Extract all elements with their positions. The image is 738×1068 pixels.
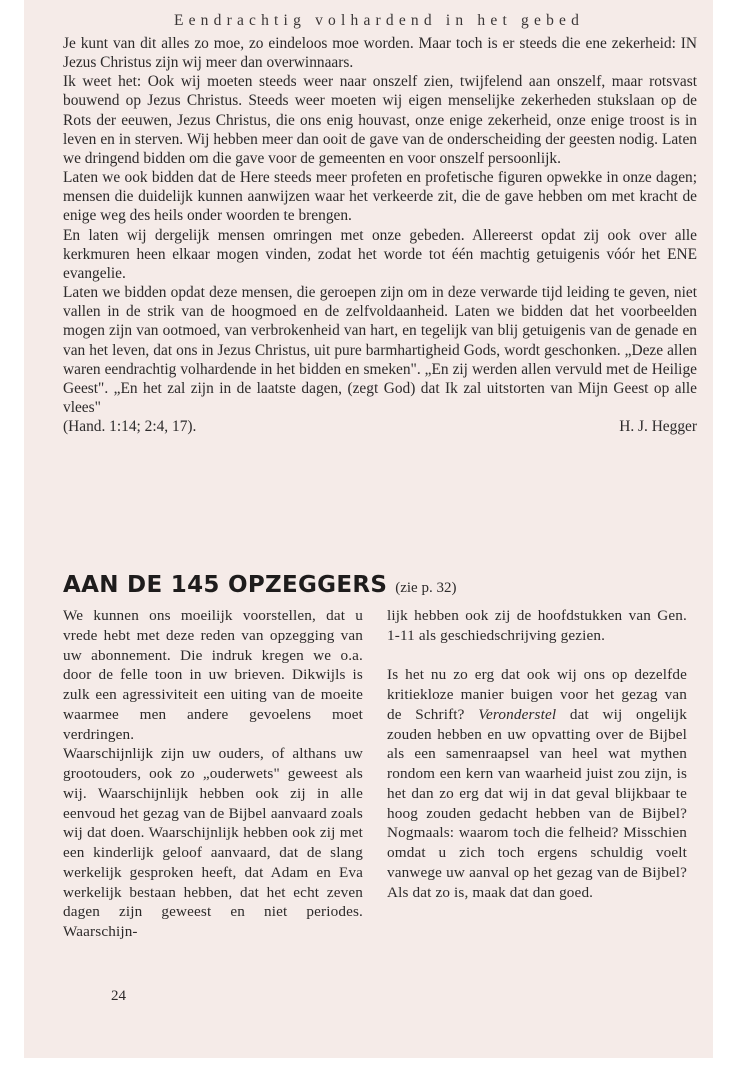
paragraph: Laten we ook bidden dat de Here steeds meer profeten en profetische figuren opwekke in onze dagen; mensen die duidelijk kunnen aanwijzen waar het verkeerde zit, die de gave hebben om met kracht de enige weg des heils onder woorden te brengen. (63, 169, 697, 225)
magazine-page (24, 0, 713, 1058)
paragraph: Je kunt van dit alles zo moe, zo eindeloos moe worden. Maar toch is er steeds die ene zekerheid: IN Jezus Christus zijn wij meer dan overwinnaars. (63, 35, 697, 72)
article-body (63, 34, 697, 436)
section-headline (63, 572, 456, 598)
paragraph-gap (387, 646, 687, 666)
running-head: Eendrachtig volhardend in het gebed (173, 12, 585, 29)
headline-page-reference: (zie p. 32) (395, 580, 457, 596)
paragraph: Ik weet het: Ook wij moeten steeds weer naar onszelf zien, twijfelend aan onszelf, maar rotsvast bouwend op Jezus Christus. Steeds weer moeten wij eigen menselijke zekerheden stukslaan op de Rots der eeuwen, Jezus Christus, die ons enig houvast, onze enige zekerheid, onze enige troost is in leven en in sterven. Wij hebben meer dan ooit de gave van de onderscheiding der geesten nodig. Laten we dringend bidden om die gave voor de gemeenten en voor onszelf persoonlijk. (63, 73, 697, 167)
headline-title: AAN DE 145 OPZEGGERS (63, 572, 388, 598)
italic-emphasis: Veronderstel (478, 705, 557, 723)
scripture-citation: (Hand. 1:14; 2:4, 17). (63, 418, 197, 436)
paragraph: Laten we bidden opdat deze mensen, die geroepen zijn om in deze verwarde tijd leiding te geven, niet vallen in de strik van de hoogmoed en de zelfvoldaanheid. Laten we bidden dat het voorbeelden mogen zijn van ootmoed, van verbrokenheid van hart, en tegelijk van blij getuigenis van de genade en van het leven, dat ons in Jezus Christus, uit pure barmhartigheid Gods, wordt geschonken. „Deze allen waren eendrachtig volhardende in het bidden en smeken". „En zij werden allen vervuld met de Heilige Geest". „En het zal zijn in de laatste dagen, (zegt God) dat Ik zal uitstorten van Mijn Geest op alle vlees" (63, 284, 697, 416)
paragraph: En laten wij dergelijk mensen omringen met onze gebeden. Allereerst opdat zij ook over alle kerkmuren heen elkaar mogen vinden, zodat het worde tot één machtig getuigenis vóór het ENE evangelie. (63, 226, 697, 282)
paragraph (387, 665, 687, 902)
paragraph: Waarschijnlijk zijn uw ouders, of althans uw grootouders, ook zo „ouderwets" geweest als wij. Waarschijnlijk hebben ook zij in alle eenvoud het gezag van de Bijbel aanvaard zoals wij dat doen. Waarschijnlijk hebben ook zij met een kinderlijk geloof aanvaard, dat de slang werkelijk gesproken heeft, dat Adam en Eva werkelijk bestaan hebben, dat het echt zeven dagen zijn geweest en niet periodes. Waarschijn- (63, 745, 363, 940)
text-run: Is het nu zo erg dat ook wij ons op dezelfde kritiekloze manier buigen voor het gezag van de Schrift? (387, 666, 687, 723)
left-column (63, 606, 363, 942)
citation-and-author (63, 417, 697, 436)
paragraph: We kunnen ons moeilijk voorstellen, dat u vrede hebt met deze reden van opzegging van uw abonnement. Die indruk kregen we o.a. door de felle toon in uw brieven. Dikwijls is zulk een agressiviteit een uiting van de moeite waarmee men andere gevoelens moet verdringen. (63, 607, 363, 743)
author-signature: H. J. Hegger (619, 418, 697, 436)
text-run: dat wij ongelijk zouden hebben en uw opvatting over de Bijbel als een samenraapsel van heel wat mythen rondom een kern van waarheid juist zou zijn, is het dan zo erg dat wij in dat geval blijkbaar te hoog zouden gedacht hebben van de Bijbel? Nogmaals: waarom toch die felheid? Misschien omdat u zich toch ergens schuldig voelt vanwege uw aanval op het gezag van de Bijbel? Als dat zo is, maak dat dan goed. (387, 705, 687, 901)
page-number: 24 (111, 988, 126, 1004)
paragraph: lijk hebben ook zij de hoofdstukken van Gen. 1-11 als geschiedschrijving gezien. (387, 607, 687, 644)
right-column (387, 606, 687, 902)
